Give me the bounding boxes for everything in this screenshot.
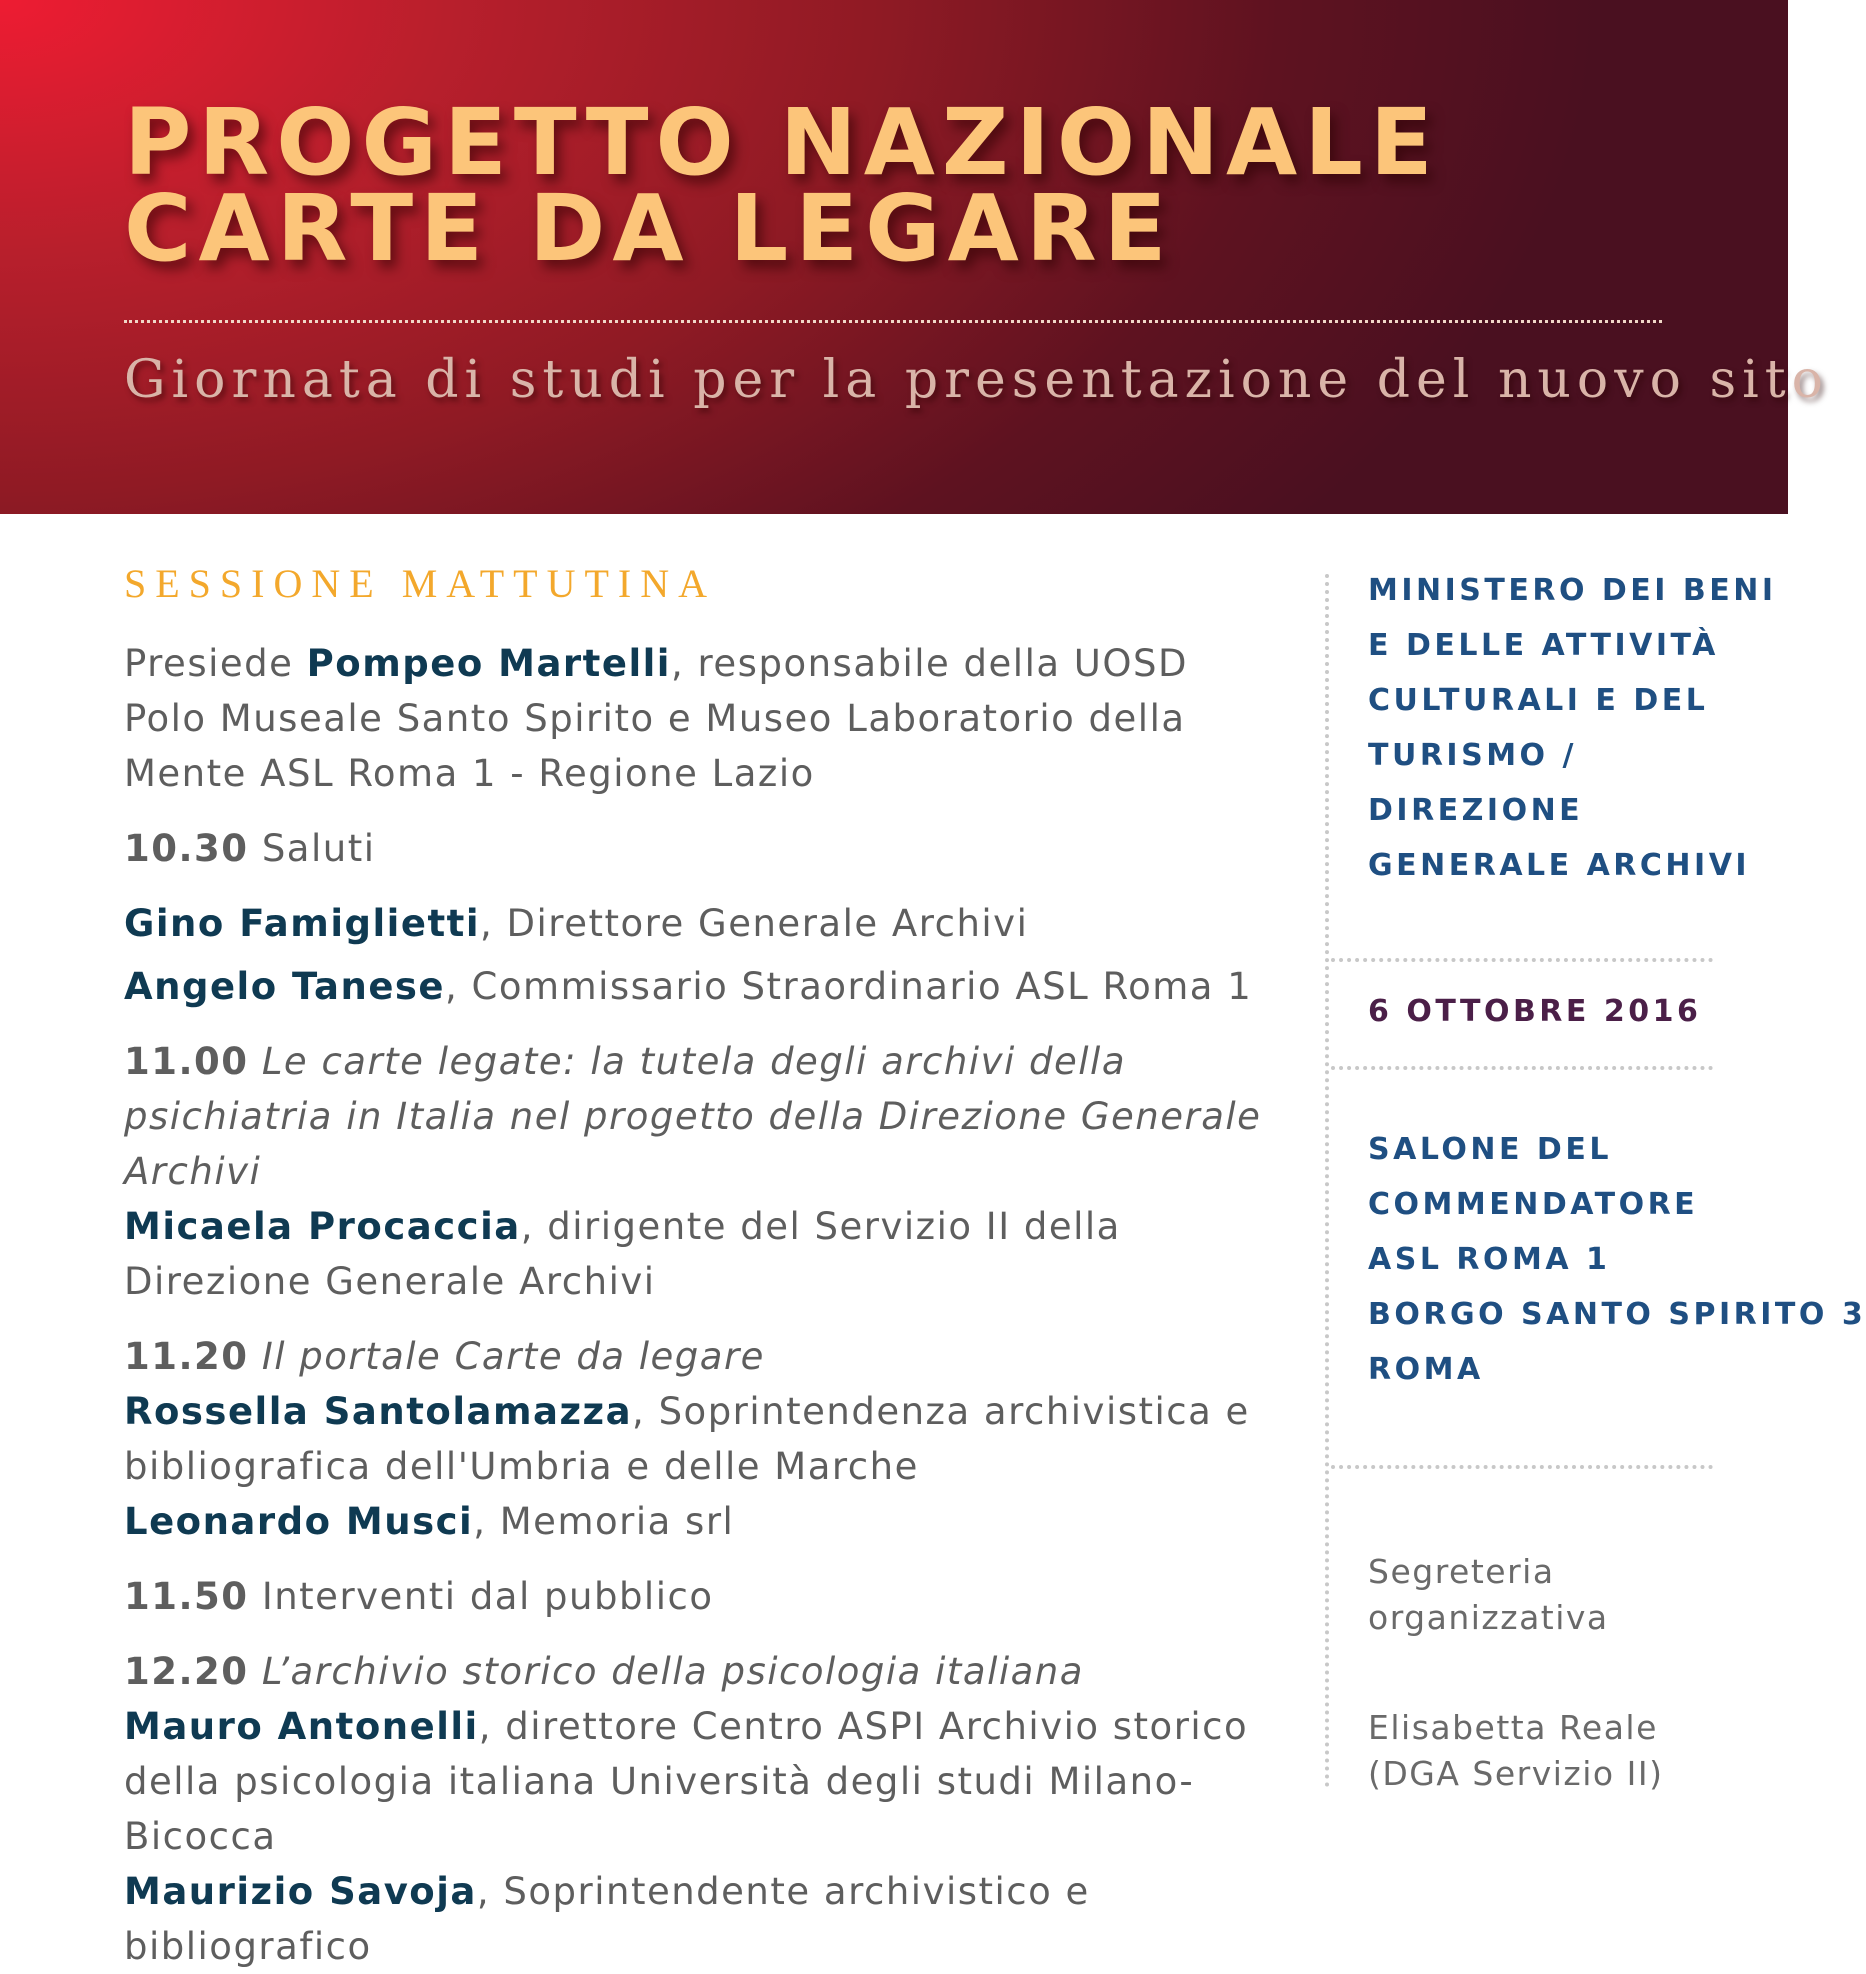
item-title: Interventi dal pubblico [261,1575,714,1618]
speaker [124,1494,1274,1549]
organizer-line: TURISMO / [1368,738,1577,773]
item-title: Le carte legate: la tutela degli archivi della psichiatria in Italia nel progetto della Direzione Generale Archivi [124,1040,1262,1193]
organizer-line: GENERALE ARCHIVI [1368,848,1751,883]
speaker-role: , Direttore Generale Archivi [480,902,1029,945]
venue-line: BORGO SANTO SPIRITO 3 [1368,1297,1866,1332]
program-list [124,636,1274,1974]
item-time: 11.50 [124,1575,249,1618]
program-item [124,821,1274,876]
chair-prefix: Presiede [124,642,307,685]
speaker [124,1864,1274,1974]
program-item [124,1644,1274,1699]
secretariat-line: Segreteria [1368,1552,1555,1591]
speaker [124,959,1274,1014]
item-title: Saluti [261,827,376,870]
program-item [124,1034,1274,1199]
program-item [124,1329,1274,1384]
chair-name: Pompeo Martelli [306,642,671,685]
organizer-line: CULTURALI E DEL [1368,683,1709,718]
organizer-block [1368,563,1777,893]
speaker [124,1199,1274,1309]
speaker [124,896,1274,951]
speaker-name: Rossella Santolamazza [124,1390,633,1433]
chair-role: , responsabile della UOSD Polo Museale Santo Spirito e Museo Laboratorio della Mente ASL Roma 1 - Regione Lazio [124,642,1188,795]
sidebar-separator [1331,958,1713,962]
speaker-name: Angelo Tanese [124,965,446,1008]
speaker-role: , Memoria srl [473,1500,735,1543]
item-title: Il portale Carte da legare [261,1335,765,1378]
organizer-line: MINISTERO DEI BENI [1368,573,1777,608]
event-subtitle: Giornata di studi per la presentazione del nuovo sito [124,350,1829,410]
event-title-line-2: CARTE DA LEGARE [124,175,1174,282]
speaker [124,1699,1274,1864]
event-title [124,89,1440,282]
speaker-role: , direttore Centro ASPI Archivio storico della psicologia italiana Università degli studi Milano-Bicocca [124,1705,1249,1858]
venue-block [1368,1122,1866,1397]
item-time: 11.00 [124,1040,249,1083]
speaker-name: Maurizio Savoja [124,1870,477,1913]
session-chair [124,636,1274,801]
organizer-line: DIREZIONE [1368,793,1584,828]
speaker-name: Gino Famiglietti [124,902,481,945]
speaker-name: Micaela Procaccia [124,1205,521,1248]
speaker-role: , Commissario Straordinario ASL Roma 1 [445,965,1253,1008]
speaker-name: Leonardo Musci [124,1500,474,1543]
contact-line: Elisabetta Reale [1368,1708,1658,1747]
speaker-name: Mauro Antonelli [124,1705,479,1748]
event-title-line-1: PROGETTO NAZIONALE [124,89,1440,196]
secretariat-line: organizzativa [1368,1598,1609,1637]
item-time: 10.30 [124,827,249,870]
item-time: 11.20 [124,1335,249,1378]
venue-line: ASL ROMA 1 [1368,1242,1611,1277]
sidebar-separator [1331,1465,1713,1469]
sidebar-separator [1331,1066,1713,1070]
header-banner [0,0,1829,514]
program-item [124,1569,1274,1624]
header-divider [124,320,1662,323]
speaker-role: , Soprintendente archivistico e bibliografico [124,1870,1090,1968]
session-title: SESSIONE MATTUTINA [124,561,716,606]
speaker-role: , Soprintendenza archivistica e bibliografica dell'Umbria e delle Marche [124,1390,1250,1488]
venue-line: ROMA [1368,1352,1484,1387]
speaker-role: , dirigente del Servizio II della Direzione Generale Archivi [124,1205,1121,1303]
secretariat-label [1368,1549,1768,1641]
organizer-line: E DELLE ATTIVITÀ [1368,628,1719,663]
sidebar-divider [1325,574,1329,1788]
event-date: 6 OTTOBRE 2016 [1368,994,1702,1029]
secretariat-contact [1368,1705,1768,1797]
contact-line: (DGA Servizio II) [1368,1754,1664,1793]
item-time: 12.20 [124,1650,249,1693]
speaker [124,1384,1274,1494]
venue-line: COMMENDATORE [1368,1187,1699,1222]
item-title: L’archivio storico della psicologia italiana [261,1650,1084,1693]
venue-line: SALONE DEL [1368,1132,1612,1167]
